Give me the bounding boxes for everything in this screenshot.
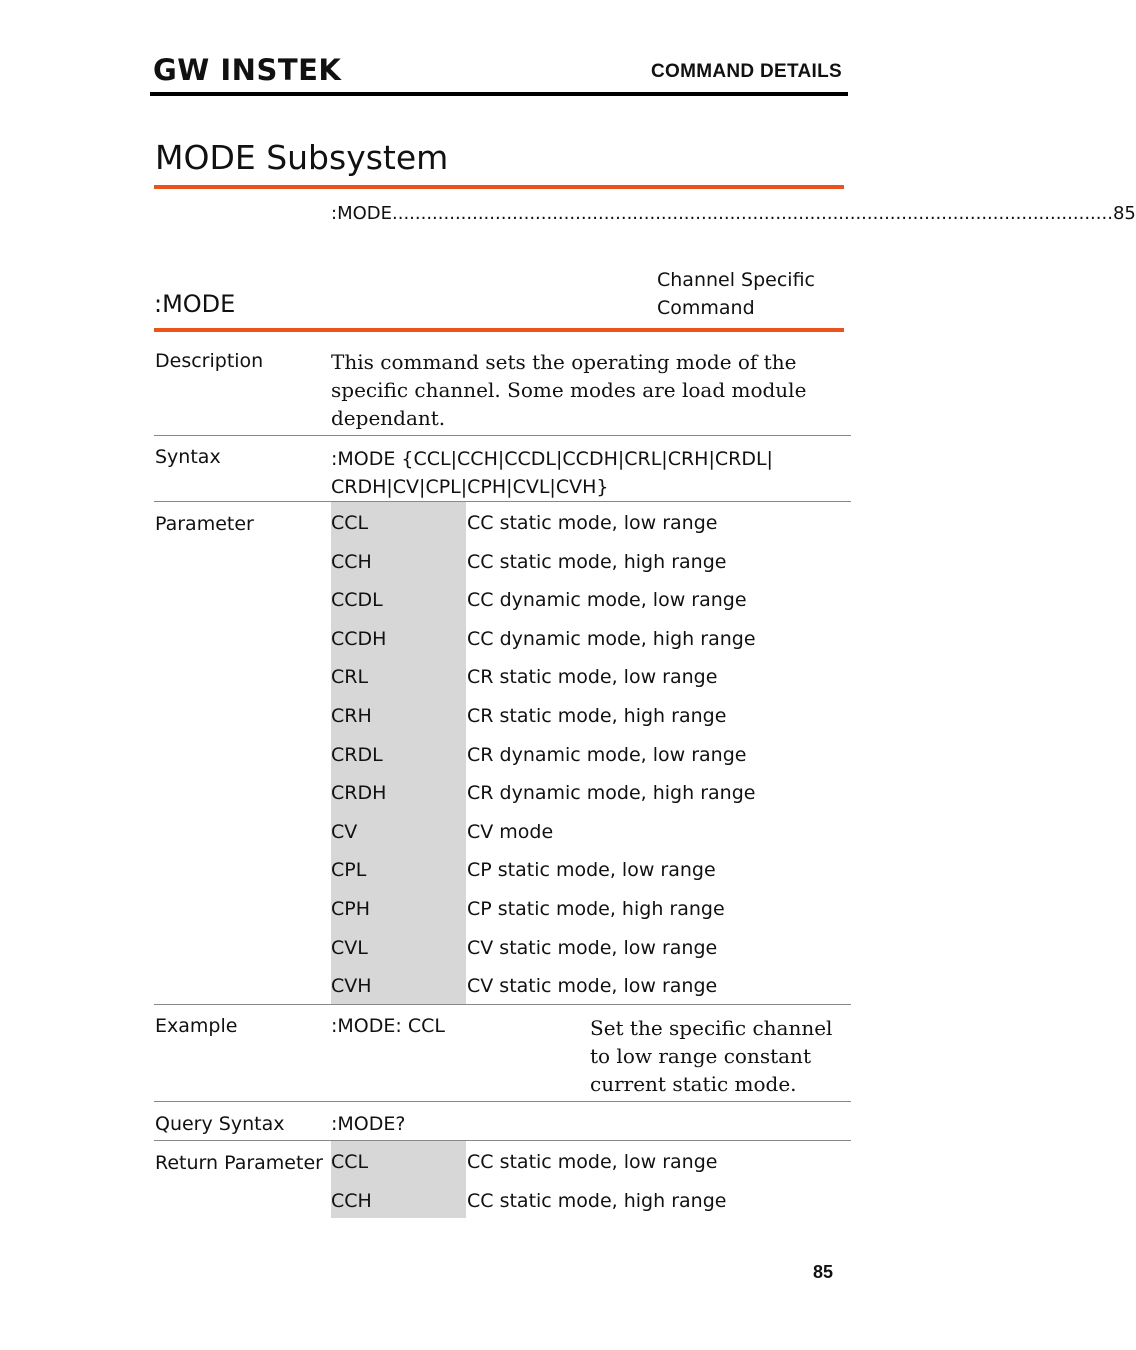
parameter-row [331,927,931,966]
query-syntax: :MODE? [331,1113,406,1135]
svg-text:GW INSTEK: GW INSTEK [153,53,342,87]
example-command: :MODE: CCL [331,1015,445,1037]
parameter-table [331,502,851,1004]
return-parameter-label: Return Parameter [155,1152,323,1174]
parameter-code: CVL [331,936,368,959]
parameter-row [331,734,931,773]
return-code: CCH [331,1189,372,1212]
parameter-label: Parameter [155,513,254,535]
parameter-row [331,888,931,927]
parameter-code: CPH [331,898,371,920]
description-line: This command sets the operating mode of the [331,350,797,374]
return-desc: CC static mode, high range [467,1189,727,1212]
command-heading: :MODE [154,290,236,318]
header-section-title: COMMAND DETAILS [651,61,842,82]
gw-instek-logo [153,53,342,87]
toc-entry-label: :MODE [331,203,392,224]
command-scope [657,266,847,322]
parameter-desc: CC static mode, high range [467,550,727,573]
parameter-row [331,965,931,1004]
return-desc: CC static mode, low range [467,1151,718,1173]
page-number: 85 [813,1262,834,1282]
command-rule [154,328,844,332]
parameter-code: CRDH [331,782,387,805]
parameter-row [331,772,931,811]
parameter-row [331,811,931,850]
return-table [331,1141,851,1221]
description-line: specific channel. Some modes are load module [331,378,807,402]
parameter-desc: CR dynamic mode, low range [467,743,747,766]
parameter-desc: CR static mode, low range [467,666,718,689]
command-scope-line: Channel Specific [657,269,815,291]
parameter-desc: CP static mode, high range [467,898,725,920]
parameter-desc: CP static mode, low range [467,859,716,882]
description-label: Description [155,350,264,372]
description-text [331,348,806,432]
description-line: dependant. [331,406,446,430]
command-scope-line: Command [657,297,755,319]
parameter-desc: CV mode [467,820,554,843]
parameter-row [331,502,931,541]
parameter-desc: CC dynamic mode, high range [467,627,756,650]
example-desc-line: current static mode. [590,1072,797,1096]
parameter-row [331,849,931,888]
divider [154,1101,851,1102]
parameter-code: CRL [331,666,369,689]
syntax-line: CRDH|CV|CPL|CPH|CVL|CVH} [331,476,609,498]
parameter-code: CV [331,820,358,843]
toc-entry-page: 85 [1112,203,1136,224]
query-syntax-label: Query Syntax [155,1113,285,1135]
parameter-desc: CV static mode, low range [467,936,718,959]
divider [154,1004,851,1005]
parameter-desc: CR dynamic mode, high range [467,782,756,805]
parameter-code: CVH [331,975,372,998]
parameter-row [331,541,931,580]
parameter-code: CRH [331,705,372,727]
parameter-code: CCDL [331,589,383,612]
syntax-text [331,445,773,501]
divider [154,435,851,436]
page-title: MODE Subsystem [155,138,449,177]
syntax-line: :MODE {CCL|CCH|CCDL|CCDH|CRL|CRH|CRDL| [331,448,773,470]
title-rule [154,185,844,189]
toc-entry[interactable] [331,203,1136,224]
parameter-row [331,695,931,734]
example-desc-line: to low range constant [590,1044,811,1068]
example-label: Example [155,1015,238,1037]
parameter-code: CRDL [331,743,383,766]
header-rule [150,92,848,96]
syntax-label: Syntax [155,446,221,468]
return-row [331,1141,931,1180]
parameter-code: CPL [331,859,367,882]
parameter-desc: CR static mode, high range [467,705,727,727]
parameter-desc: CC static mode, low range [467,512,718,534]
return-row [331,1180,931,1219]
return-code: CCL [331,1151,369,1173]
parameter-code: CCDH [331,627,387,650]
example-description [590,1014,832,1098]
parameter-code: CCH [331,550,372,573]
parameter-row [331,656,931,695]
parameter-row [331,579,931,618]
parameter-code: CCL [331,512,369,534]
parameter-desc: CV static mode, low range [467,975,718,998]
toc-leader-dots: .............................................................................................................................. [392,203,1113,224]
parameter-row [331,618,931,657]
example-desc-line: Set the specific channel [590,1016,833,1040]
parameter-desc: CC dynamic mode, low range [467,589,747,612]
